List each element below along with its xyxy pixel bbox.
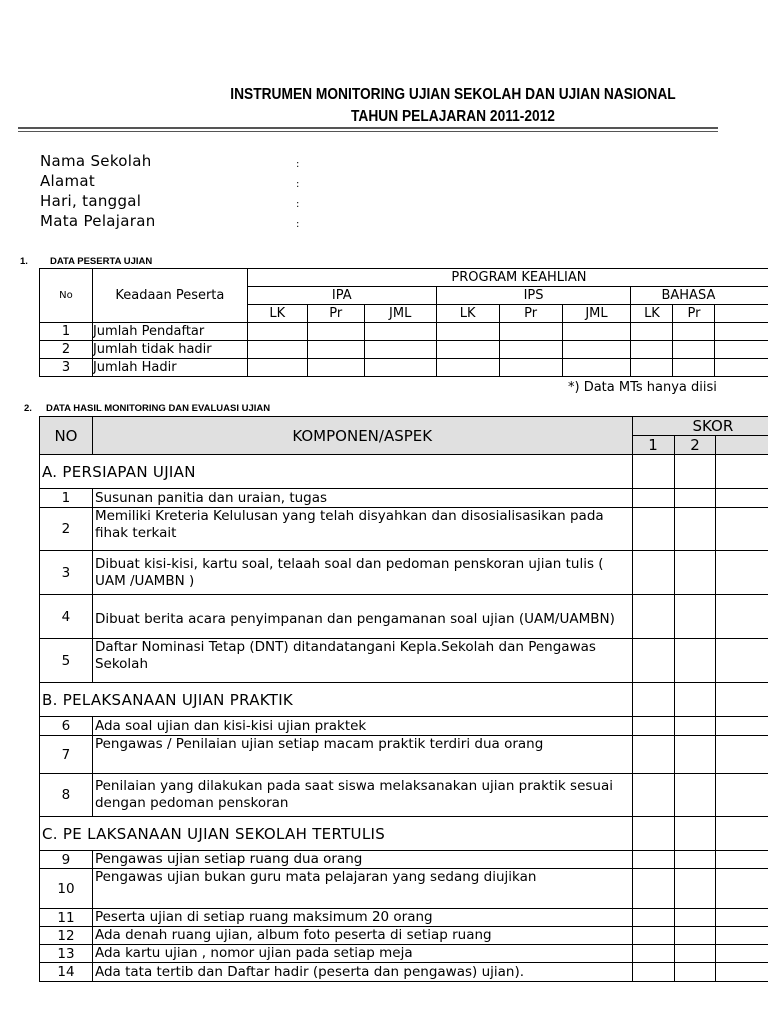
col-skor-header: SKOR: [632, 417, 768, 436]
data-cell[interactable]: [562, 359, 631, 377]
program-ips: IPS: [436, 287, 631, 305]
peserta-table: [39, 268, 768, 377]
score-cell[interactable]: [674, 508, 716, 551]
score-cell[interactable]: [674, 817, 716, 851]
score-cell[interactable]: [632, 774, 674, 817]
score-cell[interactable]: [716, 489, 768, 508]
score-cell[interactable]: [632, 869, 674, 909]
score-cell[interactable]: [674, 717, 716, 736]
program-ipa: IPA: [247, 287, 436, 305]
document-title: INSTRUMEN MONITORING UJIAN SEKOLAH DAN UJIAN NASIONAL: [230, 86, 676, 103]
field-colon: :: [296, 159, 300, 170]
group-row: [40, 683, 768, 717]
item-text: Pengawas ujian setiap ruang dua orang: [92, 851, 632, 869]
col-no-header: No: [40, 269, 93, 323]
monitoring-table: [39, 416, 768, 982]
item-no: 9: [40, 851, 93, 869]
score-cell[interactable]: [716, 869, 768, 909]
data-cell[interactable]: [499, 359, 562, 377]
field-label-alamat: Alamat: [40, 172, 96, 190]
data-cell[interactable]: [247, 359, 307, 377]
item-text: Penilaian yang dilakukan pada saat siswa melaksanakan ujian praktik sesuai dengan pedoman penskoran: [92, 774, 632, 817]
score-cell[interactable]: [632, 927, 674, 945]
table-row: [40, 717, 768, 736]
table-row: [40, 489, 768, 508]
group-row: [40, 817, 768, 851]
item-no: 10: [40, 869, 93, 909]
score-cell[interactable]: [632, 489, 674, 508]
item-no: 14: [40, 963, 93, 982]
score-cell[interactable]: [674, 736, 716, 774]
item-text: Daftar Nominasi Tetap (DNT) ditandatangani Kepla.Sekolah dan Pengawas Sekolah: [92, 639, 632, 683]
row-label: Jumlah Hadir: [92, 359, 247, 377]
col-no-header: NO: [40, 417, 93, 455]
header-rule: [18, 127, 718, 129]
field-label-mata-pelajaran: Mata Pelajaran: [40, 212, 156, 230]
skor-col-2: 2: [674, 436, 716, 455]
score-cell[interactable]: [716, 851, 768, 869]
score-cell[interactable]: [716, 717, 768, 736]
data-cell[interactable]: [673, 359, 715, 377]
score-cell[interactable]: [674, 945, 716, 963]
footnote: *) Data MTs hanya diisi: [568, 380, 717, 395]
table-row: [40, 963, 768, 982]
col-keadaan-header: Keadaan Peserta: [92, 269, 247, 323]
data-cell[interactable]: [499, 323, 562, 341]
item-text: Dibuat berita acara penyimpanan dan pengamanan soal ujian (UAM/UAMBN): [92, 595, 632, 639]
row-no: 3: [40, 359, 93, 377]
score-cell[interactable]: [632, 683, 674, 717]
section2-number: 2.: [24, 403, 32, 414]
field-label-hari-tanggal: Hari, tanggal: [40, 192, 142, 210]
item-no: 7: [40, 736, 93, 774]
field-label-nama-sekolah: Nama Sekolah: [40, 152, 152, 170]
score-cell[interactable]: [716, 927, 768, 945]
score-cell[interactable]: [632, 639, 674, 683]
table-row: [40, 595, 768, 639]
document-subtitle: TAHUN PELAJARAN 2011-2012: [351, 108, 555, 125]
score-cell[interactable]: [716, 945, 768, 963]
table-row: [40, 359, 768, 377]
data-cell[interactable]: [631, 359, 673, 377]
subcol-pr: Pr: [673, 305, 715, 323]
score-cell[interactable]: [674, 963, 716, 982]
score-cell[interactable]: [674, 455, 716, 489]
data-cell[interactable]: [247, 323, 307, 341]
row-label: Jumlah tidak hadir: [92, 341, 247, 359]
item-no: 6: [40, 717, 93, 736]
score-cell[interactable]: [716, 736, 768, 774]
section1-number: 1.: [20, 256, 28, 267]
data-cell[interactable]: [436, 341, 499, 359]
item-text: Ada soal ujian dan kisi-kisi ujian praktek: [92, 717, 632, 736]
subcol-jml: JML: [562, 305, 631, 323]
score-cell[interactable]: [716, 817, 768, 851]
section2-title: DATA HASIL MONITORING DAN EVALUASI UJIAN: [46, 403, 271, 414]
item-no: 8: [40, 774, 93, 817]
item-text: Pengawas / Penilaian ujian setiap macam praktik terdiri dua orang: [92, 736, 632, 774]
data-cell[interactable]: [436, 323, 499, 341]
col-komponen-header: KOMPONEN/ASPEK: [92, 417, 632, 455]
score-cell[interactable]: [716, 551, 768, 595]
score-cell[interactable]: [716, 639, 768, 683]
section1-title: DATA PESERTA UJIAN: [50, 256, 153, 267]
group-title-a: A. PERSIAPAN UJIAN: [40, 455, 633, 489]
item-no: 5: [40, 639, 93, 683]
group-title-b: B. PELAKSANAAN UJIAN PRAKTIK: [40, 683, 633, 717]
score-cell[interactable]: [632, 508, 674, 551]
data-cell[interactable]: [715, 359, 768, 377]
data-cell[interactable]: [436, 359, 499, 377]
score-cell[interactable]: [716, 909, 768, 927]
table-row: [40, 639, 768, 683]
table-row: [40, 508, 768, 551]
subcol-lk: LK: [631, 305, 673, 323]
data-cell[interactable]: [307, 323, 364, 341]
score-cell[interactable]: [674, 595, 716, 639]
table-row: [40, 945, 768, 963]
row-no: 2: [40, 341, 93, 359]
table-row: [40, 341, 768, 359]
data-cell[interactable]: [307, 359, 364, 377]
row-label: Jumlah Pendaftar: [92, 323, 247, 341]
data-cell[interactable]: [631, 323, 673, 341]
item-no: 3: [40, 551, 93, 595]
field-colon: :: [296, 219, 300, 230]
score-cell[interactable]: [716, 774, 768, 817]
subcol-jml: JML: [364, 305, 436, 323]
table-row: [40, 551, 768, 595]
data-cell[interactable]: [364, 341, 436, 359]
score-cell[interactable]: [674, 851, 716, 869]
data-cell[interactable]: [673, 341, 715, 359]
data-cell[interactable]: [364, 359, 436, 377]
group-row: [40, 455, 768, 489]
skor-col-1: 1: [632, 436, 674, 455]
header-rule-thin: [18, 131, 718, 132]
table-row: [40, 323, 768, 341]
data-cell[interactable]: [307, 341, 364, 359]
program-bahasa: BAHASA: [631, 287, 768, 305]
data-cell[interactable]: [715, 341, 768, 359]
subcol-jml-cut: [715, 305, 768, 323]
skor-col-cut: [716, 436, 768, 455]
score-cell[interactable]: [632, 909, 674, 927]
table-row: [40, 927, 768, 945]
score-cell[interactable]: [716, 963, 768, 982]
score-cell[interactable]: [716, 508, 768, 551]
score-cell[interactable]: [632, 963, 674, 982]
item-text: Memiliki Kreteria Kelulusan yang telah disyahkan dan disosialisasikan pada fihak terkait: [92, 508, 632, 551]
score-cell[interactable]: [674, 551, 716, 595]
score-cell[interactable]: [674, 489, 716, 508]
item-no: 11: [40, 909, 93, 927]
table-row: [40, 774, 768, 817]
score-cell[interactable]: [674, 683, 716, 717]
score-cell[interactable]: [674, 774, 716, 817]
subcol-pr: Pr: [307, 305, 364, 323]
score-cell[interactable]: [632, 851, 674, 869]
data-cell[interactable]: [247, 341, 307, 359]
score-cell[interactable]: [716, 455, 768, 489]
data-cell[interactable]: [631, 341, 673, 359]
subcol-lk: LK: [436, 305, 499, 323]
score-cell[interactable]: [632, 595, 674, 639]
score-cell[interactable]: [716, 595, 768, 639]
subcol-lk: LK: [247, 305, 307, 323]
data-cell[interactable]: [562, 341, 631, 359]
item-text: Dibuat kisi-kisi, kartu soal, telaah soal dan pedoman penskoran ujian tulis ( UAM /UAMBN ): [92, 551, 632, 595]
table-row: [40, 851, 768, 869]
subcol-pr: Pr: [499, 305, 562, 323]
item-text: Susunan panitia dan uraian, tugas: [92, 489, 632, 508]
table-row: [40, 909, 768, 927]
score-cell[interactable]: [632, 551, 674, 595]
item-no: 4: [40, 595, 93, 639]
program-keahlian-label: PROGRAM KEAHLIAN: [451, 270, 587, 285]
item-no: 12: [40, 927, 93, 945]
item-no: 13: [40, 945, 93, 963]
score-cell[interactable]: [632, 455, 674, 489]
score-cell[interactable]: [674, 869, 716, 909]
data-cell[interactable]: [364, 323, 436, 341]
item-text: Pengawas ujian bukan guru mata pelajaran yang sedang diujikan: [92, 869, 632, 909]
program-keahlian-header: [247, 269, 768, 287]
item-text: Ada tata tertib dan Daftar hadir (peserta dan pengawas) ujian).: [92, 963, 632, 982]
score-cell[interactable]: [632, 736, 674, 774]
score-cell[interactable]: [674, 927, 716, 945]
data-cell[interactable]: [499, 341, 562, 359]
score-cell[interactable]: [716, 683, 768, 717]
item-no: 1: [40, 489, 93, 508]
row-no: 1: [40, 323, 93, 341]
item-no: 2: [40, 508, 93, 551]
field-colon: :: [296, 179, 300, 190]
data-cell[interactable]: [673, 323, 715, 341]
item-text: Ada kartu ujian , nomor ujian pada setiap meja: [92, 945, 632, 963]
item-text: Ada denah ruang ujian, album foto peserta di setiap ruang: [92, 927, 632, 945]
data-cell[interactable]: [562, 323, 631, 341]
score-cell[interactable]: [632, 945, 674, 963]
score-cell[interactable]: [632, 817, 674, 851]
field-colon: :: [296, 199, 300, 210]
score-cell[interactable]: [632, 717, 674, 736]
table-row: [40, 736, 768, 774]
item-text: Peserta ujian di setiap ruang maksimum 20 orang: [92, 909, 632, 927]
table-row: [40, 869, 768, 909]
score-cell[interactable]: [674, 639, 716, 683]
data-cell[interactable]: [715, 323, 768, 341]
group-title-c: C. PE LAKSANAAN UJIAN SEKOLAH TERTULIS: [40, 817, 633, 851]
score-cell[interactable]: [674, 909, 716, 927]
